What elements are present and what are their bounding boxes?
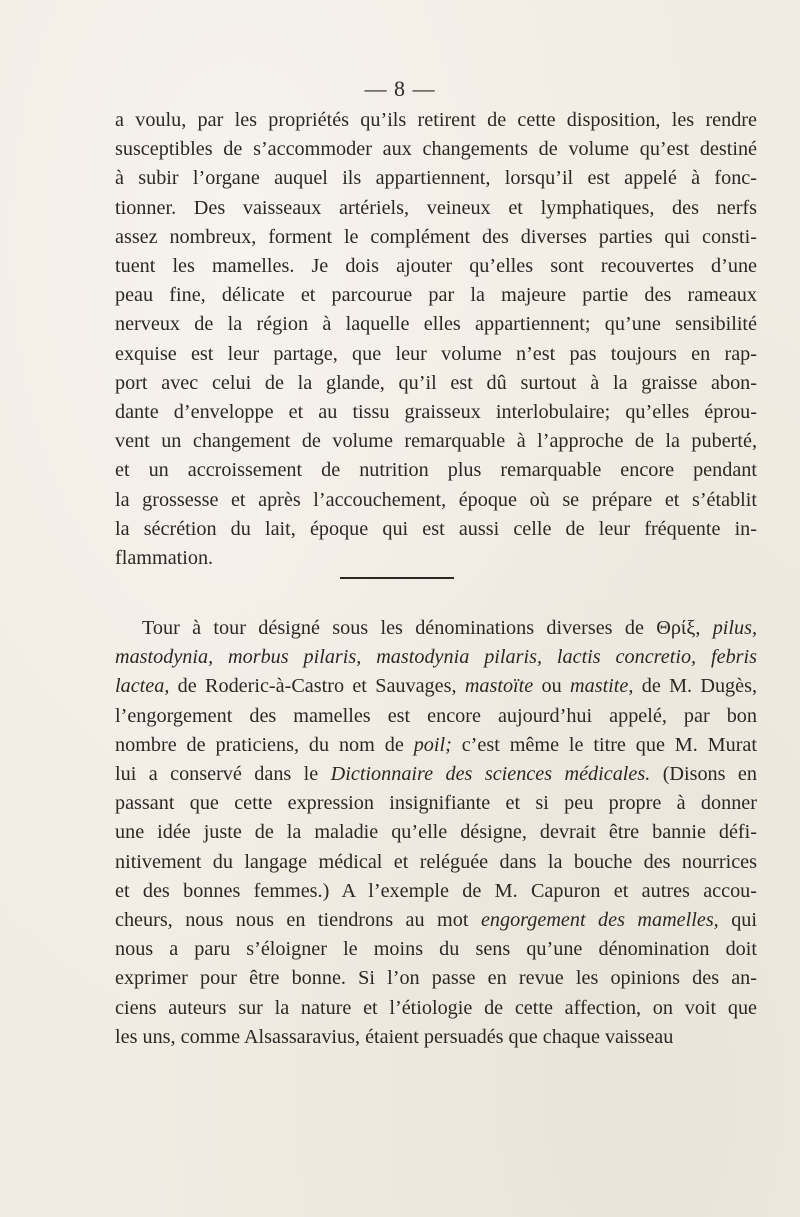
text-line: [115, 672, 757, 701]
text-line: assez nombreux, forment le complément des diverses parties qui consti-: [115, 225, 757, 248]
text-line: ciens auteurs sur la nature et l’étiologie de cette affection, on voit que: [115, 996, 757, 1019]
text-line: dante d’enveloppe et au tissu graisseux interlobulaire; qu’elles éprou-: [115, 401, 757, 424]
text-line: [115, 760, 757, 789]
text-line: la sécrétion du lait, époque qui est aussi celle de leur fréquente in-: [115, 517, 757, 540]
text-line: [115, 643, 757, 672]
text-line: tuent les mamelles. Je dois ajouter qu’elles sont recouvertes d’une: [115, 255, 757, 278]
italic-term: mastodynia, morbus pilaris, mastodynia pilaris, lactis concretio, febris: [115, 646, 757, 669]
paragraph-1: [115, 106, 757, 573]
text-line: une idée juste de la maladie qu’elle désigne, devrait être bannie défi-: [115, 821, 757, 844]
italic-term: mastoïte: [464, 675, 534, 698]
text-run: lui a conservé dans le: [115, 763, 331, 786]
text-line: peau fine, délicate et parcourue par la majeure partie des rameaux: [115, 284, 757, 307]
text-line: exquise est leur partage, que leur volume n’est pas toujours en rap-: [115, 342, 757, 365]
greek-term: Θρίξ,: [656, 617, 713, 639]
text-line: [115, 731, 757, 760]
text-line: à subir l’organe auquel ils appartiennent, lorsqu’il est appelé à fonc-: [115, 167, 757, 190]
text-run: de Roderic-à-Castro et Sauvages,: [169, 675, 465, 698]
text-run: (Disons en: [650, 763, 757, 786]
text-line: vent un changement de volume remarquable à l’approche de la puberté,: [115, 430, 757, 453]
text-line: l’engorgement des mamelles est encore aujourd’hui appelé, par bon: [115, 704, 757, 727]
text-run: nombre de praticiens, du nom de: [115, 733, 414, 756]
paragraph-2: [115, 614, 757, 1052]
text-line: tionner. Des vaisseaux artériels, veineux et lymphatiques, des nerfs: [115, 196, 757, 219]
text-run: de M. Dugès,: [633, 675, 758, 698]
text-line: port avec celui de la glande, qu’il est dû surtout à la graisse abon-: [115, 371, 757, 394]
text-line: nerveux de la région à laquelle elles appartiennent; qu’une sensibilité: [115, 313, 757, 336]
text-line: les uns, comme Alsassaravius, étaient persuadés que chaque vaisseau: [115, 1025, 674, 1048]
text-line: et un accroissement de nutrition plus remarquable encore pendant: [115, 459, 757, 482]
text-line: [115, 906, 757, 935]
text-line: exprimer pour être bonne. Si l’on passe en revue les opinions des an-: [115, 967, 757, 990]
text-line: passant que cette expression insignifiante et si peu propre à donner: [115, 792, 757, 815]
text-line: la grossesse et après l’accouchement, époque où se prépare et s’établit: [115, 488, 757, 511]
italic-term: engorgement des mamelles,: [480, 909, 719, 932]
text-run: cheurs, nous nous en tiendrons au mot: [115, 909, 481, 932]
text-run: ou: [533, 675, 571, 698]
text-line: et des bonnes femmes.) A l’exemple de M. Capuron et autres accou-: [115, 879, 757, 902]
text-run: Tour à tour désigné sous les dénominations diverses de: [142, 617, 657, 639]
section-divider: [340, 577, 454, 579]
italic-term: pilus,: [712, 617, 757, 639]
text-line: susceptibles de s’accommoder aux changements de volume qu’est destiné: [115, 138, 757, 161]
text-run: c’est même le titre que M. Murat: [451, 733, 758, 756]
text-line: nous a paru s’éloigner le moins du sens qu’une dénomination doit: [115, 938, 757, 961]
page-number: — 8 —: [364, 76, 436, 101]
text-run: qui: [718, 909, 757, 932]
italic-term: poil;: [413, 733, 452, 756]
text-line: [115, 614, 757, 643]
italic-term: lactea,: [115, 675, 170, 698]
text-line: nitivement du langage médical et reléguée dans la bouche des nourrices: [115, 850, 757, 873]
text-line: flammation.: [115, 547, 214, 570]
italic-term: mastite,: [570, 675, 634, 698]
text-line: a voulu, par les propriétés qu’ils retirent de cette disposition, les rendre: [115, 109, 757, 131]
italic-term: Dictionnaire des sciences médicales.: [330, 763, 651, 786]
